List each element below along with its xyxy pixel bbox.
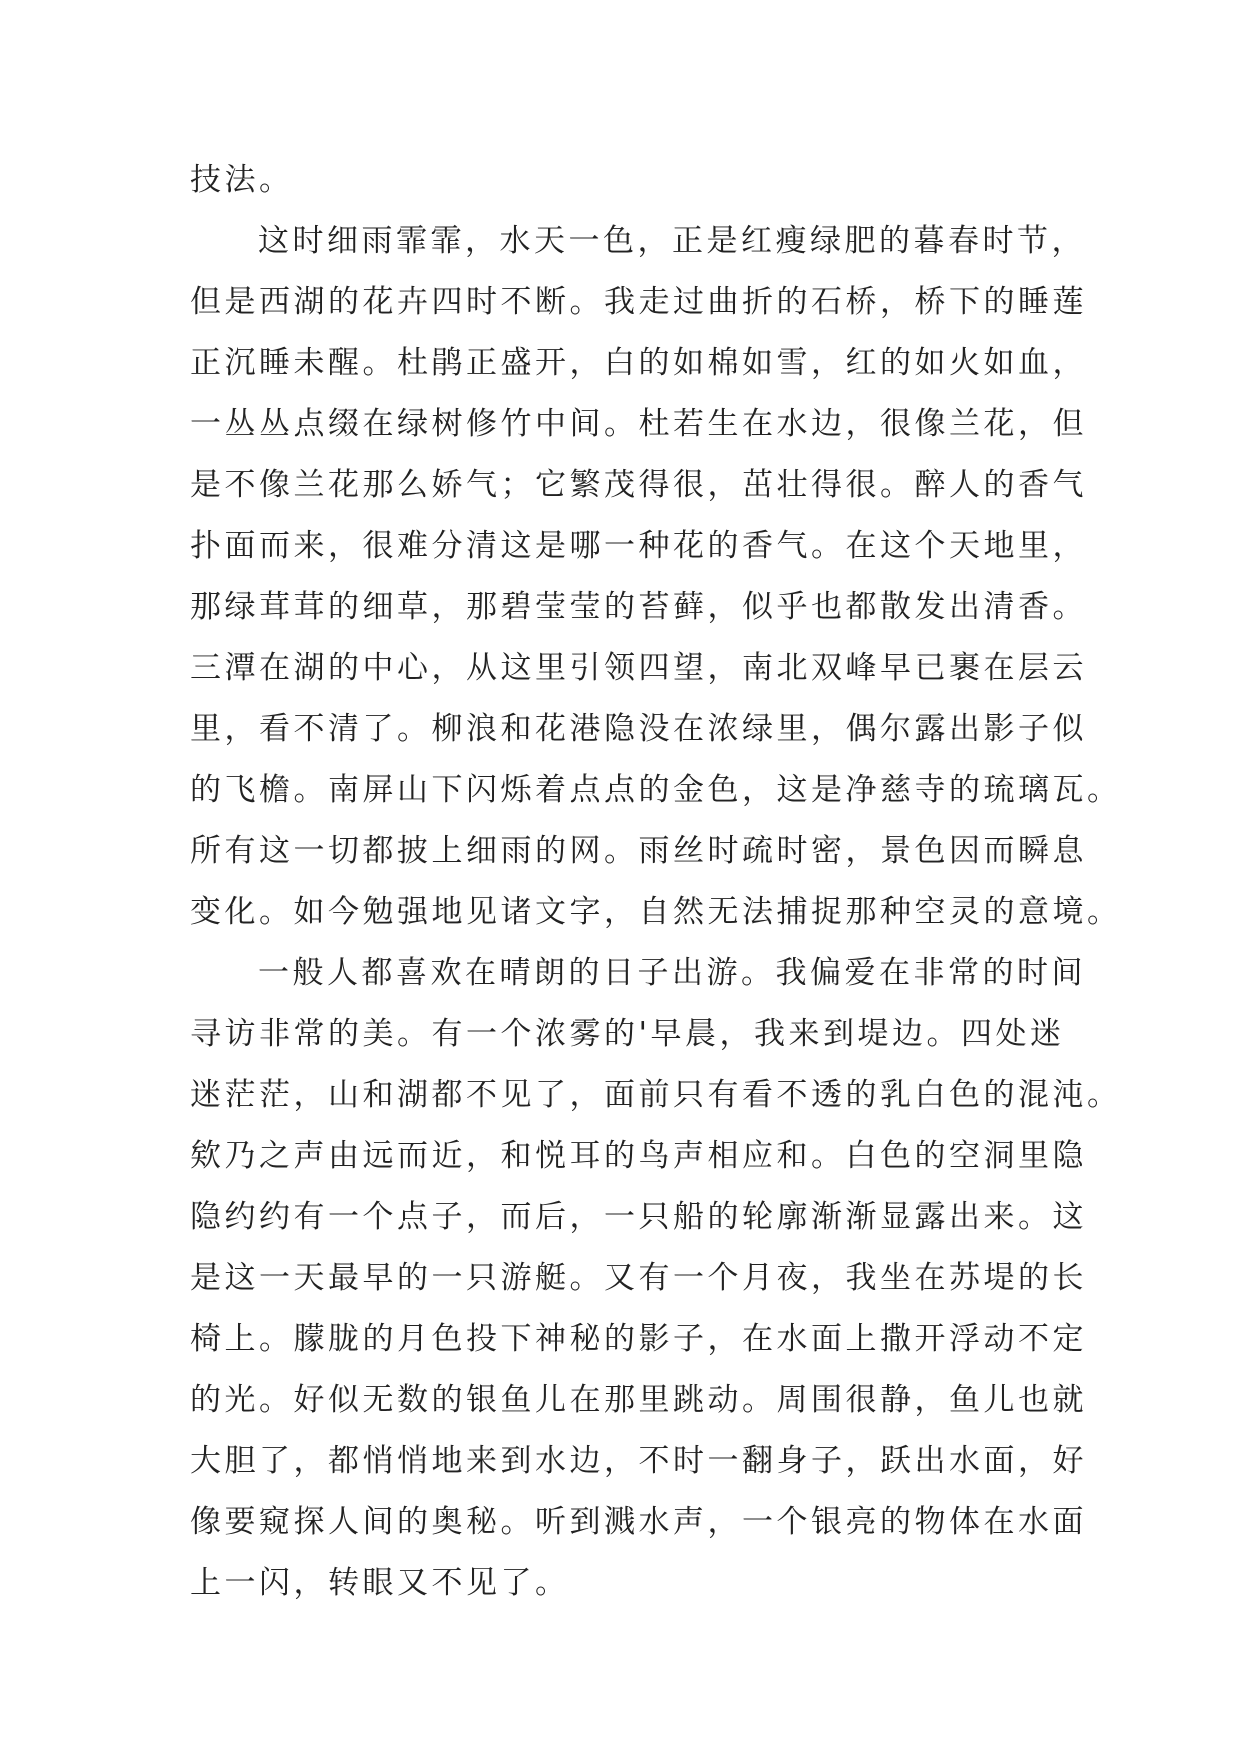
- text-line: 欸乃之声由远而近，和悦耳的鸟声相应和。白色的空洞里隐: [190, 1138, 1087, 1174]
- text-line: 三潭在湖的中心，从这里引领四望，南北双峰早已裹在层云: [190, 650, 1087, 686]
- body-text: [190, 150, 1122, 1614]
- text-line: 的光。好似无数的银鱼儿在那里跳动。周围很静，鱼儿也就: [190, 1382, 1087, 1418]
- text-line: 大胆了，都悄悄地来到水边，不时一翻身子，跃出水面，好: [190, 1443, 1087, 1479]
- text-line: 一丛丛点缀在绿树修竹中间。杜若生在水边，很像兰花，但: [190, 406, 1087, 442]
- text-line: 寻访非常的美。有一个浓雾的'早晨，我来到堤边。四处迷: [190, 1016, 1065, 1052]
- text-line: 隐约约有一个点子，而后，一只船的轮廓渐渐显露出来。这: [190, 1199, 1087, 1235]
- text-line: 是不像兰花那么娇气；它繁茂得很，茁壮得很。醉人的香气: [190, 467, 1087, 503]
- text-line: 上一闪，转眼又不见了。: [190, 1565, 570, 1601]
- text-line: 变化。如今勉强地见诸文字，自然无法捕捉那种空灵的意境。: [190, 894, 1122, 930]
- text-line: 正沉睡未醒。杜鹃正盛开，白的如棉如雪，红的如火如血，: [190, 345, 1087, 381]
- text-line: 迷茫茫，山和湖都不见了，面前只有看不透的乳白色的混沌。: [190, 1077, 1122, 1113]
- text-line: 的飞檐。南屏山下闪烁着点点的金色，这是净慈寺的琉璃瓦。: [190, 772, 1122, 808]
- text-line: 扑面而来，很难分清这是哪一种花的香气。在这个天地里，: [190, 528, 1087, 564]
- text-line: 这时细雨霏霏，水天一色，正是红瘦绿肥的暮春时节，: [258, 223, 1086, 259]
- text-line: 但是西湖的花卉四时不断。我走过曲折的石桥，桥下的睡莲: [190, 284, 1087, 320]
- text-line: 那绿茸茸的细草，那碧莹莹的苔藓，似乎也都散发出清香。: [190, 589, 1087, 625]
- text-line: 一般人都喜欢在晴朗的日子出游。我偏爱在非常的时间: [258, 955, 1086, 991]
- text-line: 像要窥探人间的奥秘。听到溅水声，一个银亮的物体在水面: [190, 1504, 1087, 1540]
- text-line: 椅上。朦胧的月色投下神秘的影子，在水面上撒开浮动不定: [190, 1321, 1087, 1357]
- text-line: 是这一天最早的一只游艇。又有一个月夜，我坐在苏堤的长: [190, 1260, 1087, 1296]
- text-line: 技法。: [190, 162, 294, 198]
- text-line: 里，看不清了。柳浪和花港隐没在浓绿里，偶尔露出影子似: [190, 711, 1087, 747]
- text-line: 所有这一切都披上细雨的网。雨丝时疏时密，景色因而瞬息: [190, 833, 1087, 869]
